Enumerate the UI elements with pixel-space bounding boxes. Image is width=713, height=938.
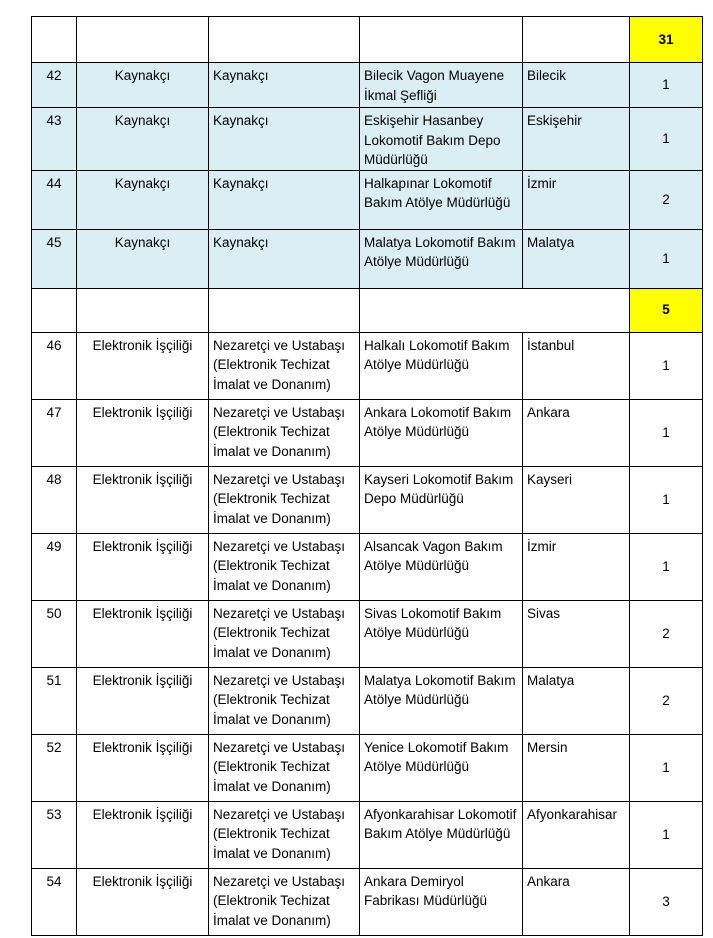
count-cell: 1: [630, 734, 703, 801]
table-body: [32, 17, 703, 936]
table-row: [32, 63, 703, 108]
table-row: [32, 734, 703, 801]
row-number: 44: [32, 170, 77, 229]
empty-cell: [209, 17, 360, 63]
count-cell: 1: [630, 466, 703, 533]
empty-cell: [77, 17, 209, 63]
field-cell: Kaynakçı: [77, 170, 209, 229]
city-cell: Malatya: [523, 229, 630, 288]
table-row: [32, 801, 703, 868]
count-cell: 3: [630, 868, 703, 935]
empty-cell: [209, 288, 360, 332]
row-number: 45: [32, 229, 77, 288]
position-cell: Kaynakçı: [209, 229, 360, 288]
unit-cell: Ankara Lokomotif Bakım Atölye Müdürlüğü: [360, 399, 523, 466]
city-cell: Bilecik: [523, 63, 630, 108]
position-cell: Nezaretçi ve Ustabaşı (Elektronik Techizat İmalat ve Donanım): [209, 332, 360, 399]
row-number: 52: [32, 734, 77, 801]
summary-row: [32, 288, 703, 332]
field-cell: Elektronik İşçiliği: [77, 801, 209, 868]
position-cell: Nezaretçi ve Ustabaşı (Elektronik Techizat İmalat ve Donanım): [209, 533, 360, 600]
field-cell: Elektronik İşçiliği: [77, 868, 209, 935]
unit-cell: Malatya Lokomotif Bakım Atölye Müdürlüğü: [360, 229, 523, 288]
count-cell: 1: [630, 533, 703, 600]
count-cell: 1: [630, 801, 703, 868]
count-cell: 1: [630, 332, 703, 399]
staff-allocation-table: [31, 16, 703, 936]
empty-cell: [32, 17, 77, 63]
field-cell: Kaynakçı: [77, 108, 209, 171]
city-cell: Ankara: [523, 868, 630, 935]
empty-cell: [32, 288, 77, 332]
row-number: 49: [32, 533, 77, 600]
position-cell: Kaynakçı: [209, 63, 360, 108]
unit-cell: Eskişehir Hasanbey Lokomotif Bakım Depo Müdürlüğü: [360, 108, 523, 171]
empty-cell: [523, 17, 630, 63]
position-cell: Kaynakçı: [209, 108, 360, 171]
unit-cell: Yenice Lokomotif Bakım Atölye Müdürlüğü: [360, 734, 523, 801]
row-number: 54: [32, 868, 77, 935]
position-cell: Nezaretçi ve Ustabaşı (Elektronik Techizat İmalat ve Donanım): [209, 466, 360, 533]
table-row: [32, 600, 703, 667]
city-cell: İzmir: [523, 170, 630, 229]
count-cell: 1: [630, 229, 703, 288]
group-total: 5: [630, 288, 703, 332]
table-row: [32, 332, 703, 399]
city-cell: Kayseri: [523, 466, 630, 533]
position-cell: Nezaretçi ve Ustabaşı (Elektronik Techizat İmalat ve Donanım): [209, 667, 360, 734]
row-number: 43: [32, 108, 77, 171]
empty-cell: [77, 288, 209, 332]
field-cell: Elektronik İşçiliği: [77, 667, 209, 734]
table-row: [32, 533, 703, 600]
table-row: [32, 399, 703, 466]
position-cell: Nezaretçi ve Ustabaşı (Elektronik Techizat İmalat ve Donanım): [209, 399, 360, 466]
unit-cell: Halkalı Lokomotif Bakım Atölye Müdürlüğü: [360, 332, 523, 399]
position-cell: Nezaretçi ve Ustabaşı (Elektronik Techizat İmalat ve Donanım): [209, 600, 360, 667]
position-cell: Kaynakçı: [209, 170, 360, 229]
city-cell: Afyonkarahisar: [523, 801, 630, 868]
position-cell: Nezaretçi ve Ustabaşı (Elektronik Techizat İmalat ve Donanım): [209, 868, 360, 935]
count-cell: 2: [630, 170, 703, 229]
table-row: [32, 466, 703, 533]
table-row: [32, 667, 703, 734]
city-cell: Mersin: [523, 734, 630, 801]
field-cell: Elektronik İşçiliği: [77, 332, 209, 399]
city-cell: Eskişehir: [523, 108, 630, 171]
unit-cell: Ankara Demiryol Fabrikası Müdürlüğü: [360, 868, 523, 935]
row-number: 50: [32, 600, 77, 667]
unit-cell: Sivas Lokomotif Bakım Atölye Müdürlüğü: [360, 600, 523, 667]
row-number: 48: [32, 466, 77, 533]
row-number: 47: [32, 399, 77, 466]
row-number: 53: [32, 801, 77, 868]
count-cell: 1: [630, 63, 703, 108]
field-cell: Elektronik İşçiliği: [77, 466, 209, 533]
position-cell: Nezaretçi ve Ustabaşı (Elektronik Techizat İmalat ve Donanım): [209, 801, 360, 868]
row-number: 42: [32, 63, 77, 108]
group-total: 31: [630, 17, 703, 63]
count-cell: 2: [630, 600, 703, 667]
table-row: [32, 868, 703, 935]
city-cell: Sivas: [523, 600, 630, 667]
summary-row: [32, 17, 703, 63]
unit-cell: Bilecik Vagon Muayene İkmal Şefliği: [360, 63, 523, 108]
table-row: [32, 108, 703, 171]
row-number: 51: [32, 667, 77, 734]
field-cell: Kaynakçı: [77, 63, 209, 108]
unit-cell: Malatya Lokomotif Bakım Atölye Müdürlüğü: [360, 667, 523, 734]
field-cell: Elektronik İşçiliği: [77, 600, 209, 667]
count-cell: 1: [630, 108, 703, 171]
city-cell: İstanbul: [523, 332, 630, 399]
unit-cell: Alsancak Vagon Bakım Atölye Müdürlüğü: [360, 533, 523, 600]
field-cell: Elektronik İşçiliği: [77, 399, 209, 466]
count-cell: 1: [630, 399, 703, 466]
unit-cell: Halkapınar Lokomotif Bakım Atölye Müdürlüğü: [360, 170, 523, 229]
city-cell: Ankara: [523, 399, 630, 466]
position-cell: Nezaretçi ve Ustabaşı (Elektronik Techizat İmalat ve Donanım): [209, 734, 360, 801]
empty-cell: [360, 288, 630, 332]
table-row: [32, 170, 703, 229]
table-row: [32, 229, 703, 288]
field-cell: Elektronik İşçiliği: [77, 533, 209, 600]
city-cell: Malatya: [523, 667, 630, 734]
empty-cell: [360, 17, 523, 63]
unit-cell: Kayseri Lokomotif Bakım Depo Müdürlüğü: [360, 466, 523, 533]
field-cell: Kaynakçı: [77, 229, 209, 288]
count-cell: 2: [630, 667, 703, 734]
city-cell: İzmir: [523, 533, 630, 600]
row-number: 46: [32, 332, 77, 399]
unit-cell: Afyonkarahisar Lokomotif Bakım Atölye Müdürlüğü: [360, 801, 523, 868]
field-cell: Elektronik İşçiliği: [77, 734, 209, 801]
